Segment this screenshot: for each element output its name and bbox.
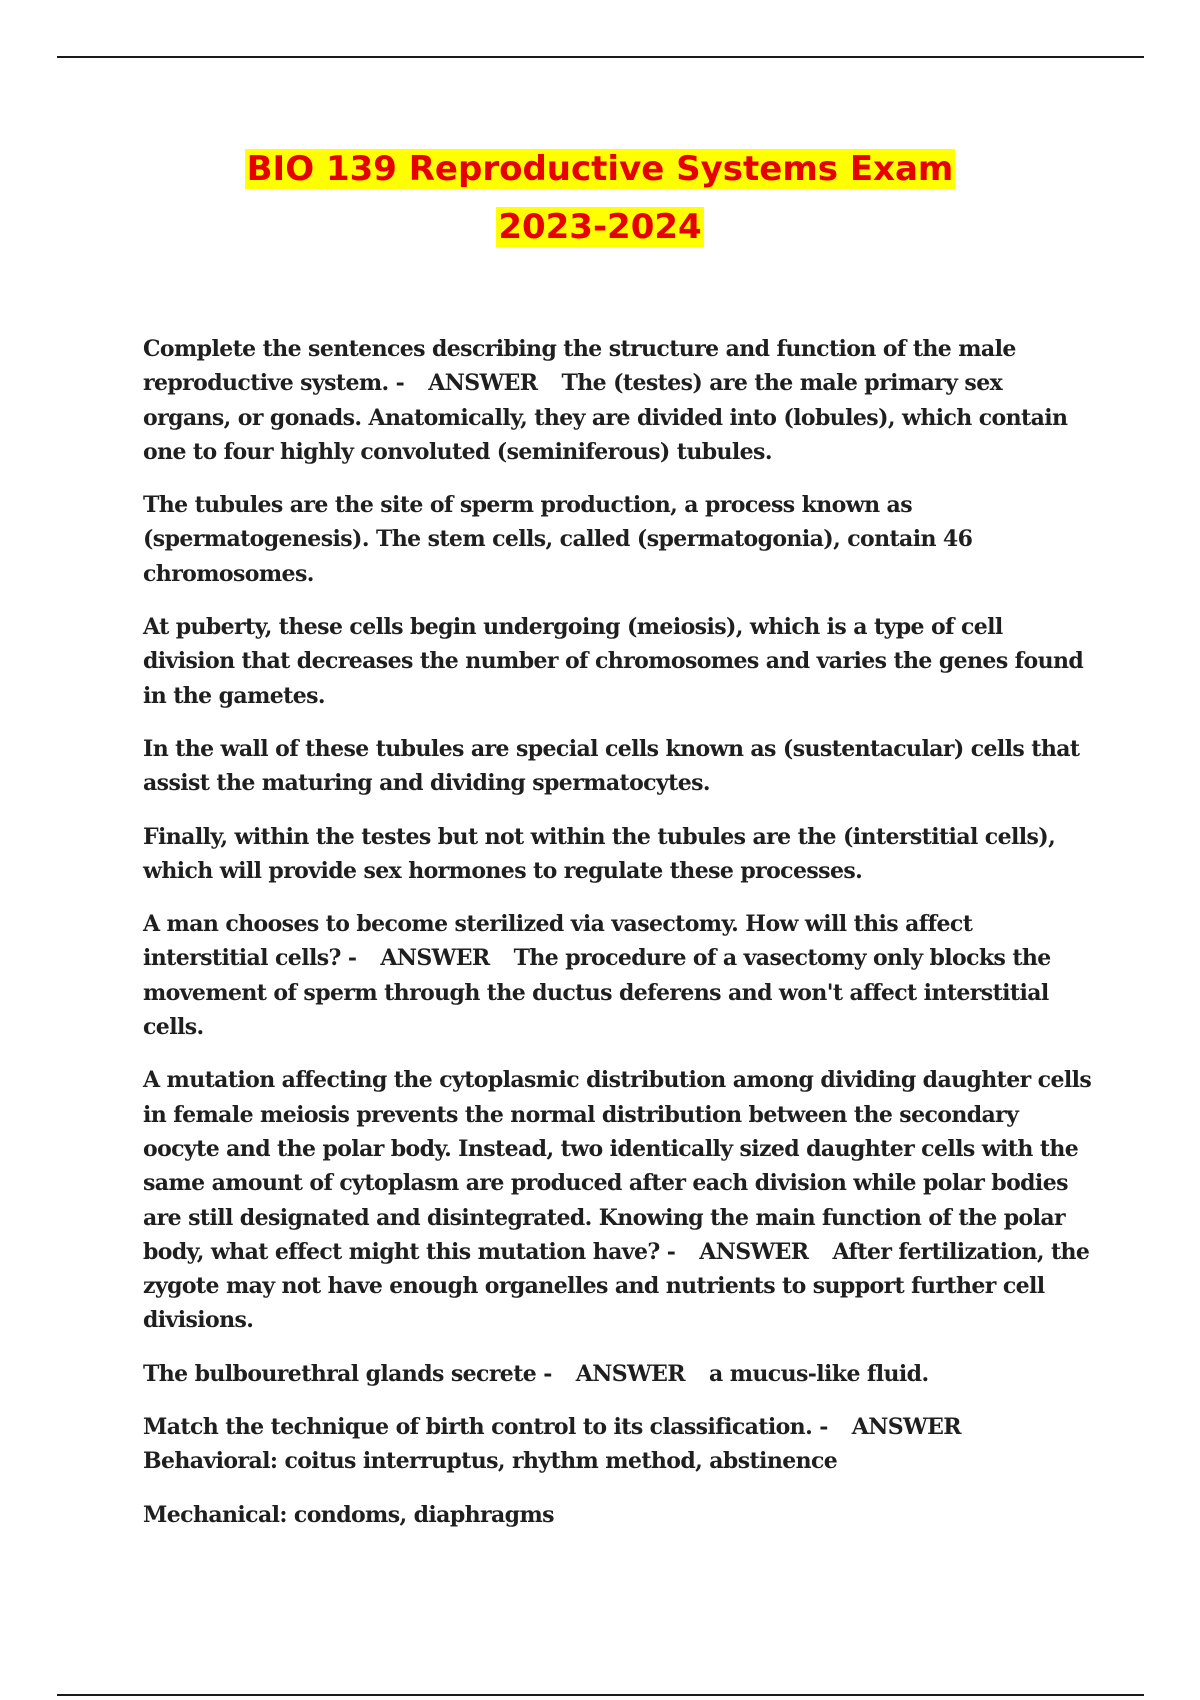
answer-text: The procedure of a vasectomy only blocks the movement of sperm through the ductus deferens and won't affect interstitial cells. (143, 945, 1051, 1041)
question-text: Complete the sentences describing the structure and function of the male reproductive system. - (143, 336, 1016, 397)
paragraph: In the wall of these tubules are special cells known as (sustentacular) cells that assist the maturing and dividing spermatocytes. (143, 735, 1080, 797)
answer-label: ANSWER (380, 945, 490, 972)
title-line-2: 2023-2024 (498, 207, 702, 247)
qa-item (143, 1063, 1093, 1337)
paragraph: The tubules are the site of sperm production, a process known as (spermatogenesis). The stem cells, called (spermatogonia), contain 46 chromosomes. (143, 492, 973, 587)
paragraph: At puberty, these cells begin undergoing (meiosis), which is a type of cell division that decreases the number of chromosomes and varies the genes found in the gametes. (143, 614, 1084, 709)
paragraph: Finally, within the testes but not within the tubules are the (interstitial cells), which will provide sex hormones to regulate these processes. (143, 823, 1056, 884)
question-text: A man chooses to become sterilized via vasectomy. How will this affect interstitial cells? - (143, 911, 973, 972)
question-text: The bulbourethral glands secrete - (143, 1360, 552, 1387)
title-line-1: BIO 139 Reproductive Systems Exam (246, 149, 954, 189)
answer-text: After fertilization, the zygote may not have enough organelles and nutrients to support further cell divisions. (143, 1238, 1090, 1334)
qa-item (143, 1357, 1093, 1391)
answer-label: ANSWER (699, 1238, 809, 1265)
question-text: A mutation affecting the cytoplasmic distribution among dividing daughter cells in female meiosis prevents the normal distribution between the secondary oocyte and the polar body. Instead, two identically sized daughter cells with the same amount of cytoplasm are produced after each division while polar bodies are still designated and disintegrated. Knowing the main function of the polar body, what effect might this mutation have? - (143, 1067, 1092, 1265)
page-title (0, 140, 1200, 256)
qa-item (143, 907, 1093, 1044)
qa-item (143, 332, 1093, 469)
answer-text: a mucus-like fluid. (709, 1360, 929, 1387)
question-text: Match the technique of birth control to its classification. - (143, 1414, 828, 1441)
top-rule (57, 56, 1144, 58)
document-body (143, 332, 1093, 1551)
bottom-rule (57, 1694, 1144, 1696)
qa-item (143, 1410, 1093, 1479)
answer-label: ANSWER (575, 1360, 685, 1387)
answer-label: ANSWER (851, 1414, 961, 1441)
answer-text: Behavioral: coitus interruptus, rhythm method, abstinence (143, 1448, 838, 1475)
paragraph: Mechanical: condoms, diaphragms (143, 1501, 554, 1528)
answer-label: ANSWER (428, 370, 538, 397)
answer-text: The (testes) are the male primary sex organs, or gonads. Anatomically, they are divided into (lobules), which contain one to four highly convoluted (seminiferous) tubules. (143, 370, 1068, 465)
